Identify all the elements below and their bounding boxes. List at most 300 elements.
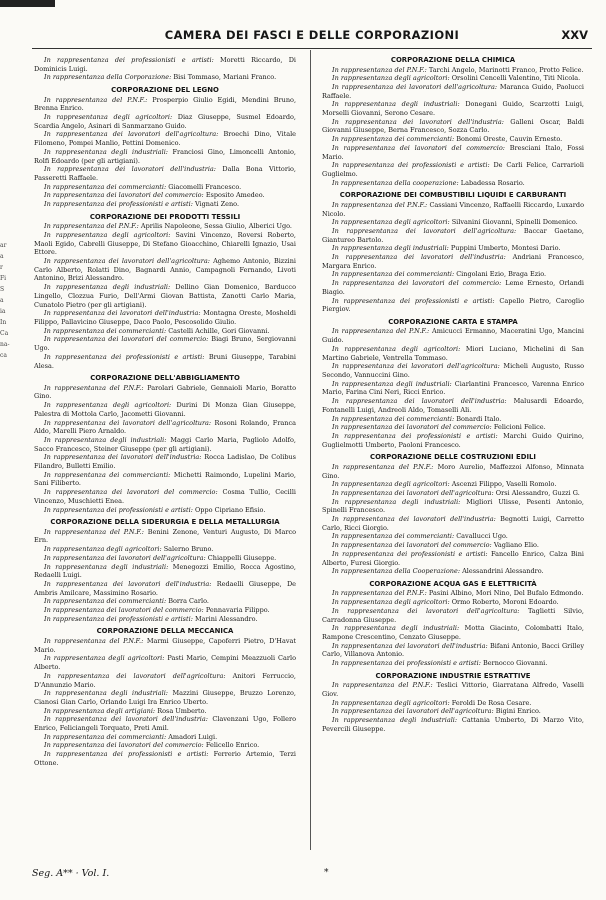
representation-entry <box>34 707 296 716</box>
entry-names: Moretti Riccardo, Di Dominicis Luigi. <box>34 56 296 73</box>
representation-entry <box>34 637 296 654</box>
right-column <box>322 52 584 862</box>
entry-names: Marini Alessandro. <box>192 614 258 623</box>
entry-label: In rappresentanza degli agricoltori: <box>332 698 450 707</box>
entry-names: Prosperpio Giulio Egidi, Mendini Bruno, Brenna Enrico. <box>34 95 296 113</box>
representation-entry <box>322 567 584 576</box>
representation-entry <box>34 56 296 73</box>
entry-label: In rappresentanza dei commercianti: <box>332 270 455 279</box>
entry-label: In rappresentanza degli agricoltori: <box>332 598 450 607</box>
entry-names: Mazzini Giuseppe, Bruzzo Lorenzo, Cianosi Gian Carlo, Orlando Luigi Ira Enrico Uberto. <box>34 689 296 706</box>
entry-names: Bigini Enrico. <box>493 707 541 716</box>
entry-label: In rappresentanza del P.N.F.: <box>44 636 144 645</box>
entry-label: In rappresentanza dei lavoratori dell'industria: <box>44 165 216 174</box>
entry-label: In rappresentanza dei commercianti: <box>44 182 167 191</box>
representation-entry <box>34 606 296 615</box>
entry-names: Esposito Amedeo. <box>203 191 265 200</box>
entry-names: De Carli Felice, Carrarioli Guglielmo. <box>322 161 584 178</box>
representation-entry <box>34 689 296 706</box>
representation-entry <box>322 624 584 641</box>
representation-entry <box>34 200 296 209</box>
entry-label: In rappresentanza degli industriali: <box>332 244 449 253</box>
representation-entry <box>34 335 296 352</box>
entry-label: In rappresentanza dei professionisti e artisti: <box>44 200 193 209</box>
edge-fragment: na- <box>0 341 10 348</box>
entry-label: In rappresentanza degli industriali: <box>332 716 458 725</box>
entry-label: In rappresentanza degli industriali: <box>332 624 460 633</box>
representation-entry <box>322 327 584 344</box>
entry-label: In rappresentanza degli artigiani: <box>44 706 156 715</box>
representation-entry <box>322 480 584 489</box>
representation-entry <box>322 598 584 607</box>
entry-names: Rosa Umberto. <box>155 706 207 715</box>
entry-names: Giacomelli Francesco. <box>166 182 242 191</box>
entry-names: Vagliano Elio. <box>491 541 539 550</box>
entry-names: Bruni Giuseppe, Tarabini Alesa. <box>34 352 296 370</box>
entry-names: Borra Carlo. <box>166 597 209 606</box>
entry-label: In rappresentanza della Corporazione: <box>44 73 172 82</box>
representation-entry <box>34 327 296 336</box>
entry-names: Fancello Enrico, Calza Bini Alberto, Furesi Giorgio. <box>322 549 584 567</box>
representation-entry <box>322 515 584 532</box>
entry-label: In rappresentanza dei lavoratori dell'agricoltura: <box>332 362 500 371</box>
edge-fragment: ia <box>0 308 6 315</box>
entry-names: Miori Luciano, Michelini di San Martino Gabriele, Ventrella Tommaso. <box>322 344 584 362</box>
edge-fragment: Ca <box>0 330 9 337</box>
representation-entry <box>34 130 296 147</box>
section-heading: CORPORAZIONE DELLA CHIMICA <box>390 56 516 64</box>
representation-entry <box>322 345 584 362</box>
entry-label: In rappresentanza del P.N.F.: <box>332 462 434 471</box>
representation-entry <box>34 183 296 192</box>
corporation-section <box>34 627 296 767</box>
representation-entry <box>322 135 584 144</box>
corporation-section <box>322 318 584 449</box>
footer-asterisk: * <box>324 868 329 878</box>
entry-names: Capello Pietro, Caroglio Piergiov. <box>322 296 584 314</box>
section-heading: CORPORAZIONE ACQUA GAS E ELETTRICITÀ <box>369 579 537 588</box>
representation-entry <box>322 244 584 253</box>
entry-label: In rappresentanza dei professionisti e artisti: <box>44 56 214 64</box>
representation-entry <box>322 118 584 135</box>
entry-label: In rappresentanza dei lavoratori dell'industria: <box>44 579 212 588</box>
entry-names: Chiappelli Giuseppe. <box>205 553 277 562</box>
corporation-section <box>34 518 296 623</box>
entry-label: In rappresentanza degli industriali: <box>44 562 169 571</box>
entry-names: Felicioni Felice. <box>491 423 546 432</box>
entry-label: In rappresentanza dei lavoratori dell'industria: <box>44 453 202 462</box>
entry-names: Pasini Albino, Mori Nino, Del Bufalo Edmondo. <box>426 589 584 598</box>
representation-entry <box>322 550 584 567</box>
entry-label: In rappresentanza dei lavoratori dell'industria: <box>332 117 504 126</box>
edge-fragment: a <box>0 297 4 304</box>
entry-names: Bisi Tommaso, Mariani Franco. <box>171 73 277 82</box>
entry-label: In rappresentanza dei professionisti e artisti: <box>44 750 209 759</box>
adjacent-page-edge <box>0 240 14 361</box>
representation-entry <box>34 750 296 767</box>
representation-entry <box>34 165 296 182</box>
representation-entry <box>322 227 584 244</box>
edge-fragment: S <box>0 286 5 293</box>
representation-entry <box>34 384 296 401</box>
entry-names: Orsi Alessandro, Guzzi G. <box>493 488 580 497</box>
representation-entry <box>322 659 584 668</box>
edge-fragment: r <box>0 264 3 271</box>
entry-names: Motta Giacinto, Colombatti Italo, Rampone Crescentino, Cenzato Giuseppe. <box>322 624 584 641</box>
representation-entry <box>322 541 584 550</box>
entry-names: Dellino Gian Domenico, Barducco Lingello, Clozzua Furio, Dell'Armi Giovan Battista, Zanotti Carlo Maria, Cunatolo Pietro (per gli artigiani). <box>34 283 296 309</box>
entry-label: In rappresentanza dei lavoratori del commercio: <box>44 606 204 615</box>
entry-names: Cattania Umberto, Di Marzo Vito, Pevercili Giuseppe. <box>322 716 584 733</box>
entry-label: In rappresentanza degli industriali: <box>44 147 168 156</box>
entry-label: In rappresentanza dei professionisti e artisti: <box>332 161 490 170</box>
entry-names: Leme Ernesto, Orlandi Biagio. <box>322 279 584 296</box>
entry-names: Aprilis Napoleone, Sessa Giulio, Alberici Ugo. <box>138 222 292 231</box>
representation-entry <box>34 545 296 554</box>
representation-entry <box>34 436 296 453</box>
entry-names: Taglietti Silvio, Carradonna Giuseppe. <box>322 606 584 624</box>
entry-names: Savini Vincenzo, Roversi Roberto, Maoli Egido, Cabrelli Giuseppe, Di Stefano Gioacchino, Chiarelli Ignazio, Usai Ettore. <box>34 230 296 257</box>
entry-label: In rappresentanza dei professionisti e artisti: <box>44 505 193 514</box>
corporation-section <box>322 191 584 314</box>
representation-entry <box>34 580 296 597</box>
representation-entry <box>322 66 584 75</box>
representation-entry <box>34 453 296 470</box>
representation-entry <box>322 270 584 279</box>
representation-entry <box>34 715 296 732</box>
entry-label: In rappresentanza degli agricoltori: <box>332 218 450 227</box>
entry-names: Maranca Guido, Paolucci Raffaele. <box>322 82 584 100</box>
representation-entry <box>34 563 296 580</box>
entry-label: In rappresentanza degli industriali: <box>44 283 171 292</box>
edge-fragment: Fi <box>0 275 7 282</box>
entry-names: Maggi Carlo Maria, Pagliolo Adolfo, Sacco Francesco, Steiner Giuseppe (per gli artigiani). <box>34 435 296 453</box>
entry-label: In rappresentanza dei commercianti: <box>44 597 167 606</box>
running-title: CAMERA DEI FASCI E DELLE CORPORAZIONI <box>164 28 460 42</box>
entry-label: In rappresentanza dei lavoratori del commercio: <box>332 143 505 152</box>
representation-entry <box>34 96 296 113</box>
entry-names: Cingolani Ezio, Braga Ezio. <box>454 270 547 279</box>
entry-label: In rappresentanza degli agricoltori: <box>332 480 450 489</box>
corporation-section <box>34 213 296 370</box>
entry-names: Ascenzi Filippo, Vaselli Romolo. <box>449 480 557 489</box>
entry-names: Vignati Zeno. <box>192 200 240 209</box>
representation-entry <box>322 423 584 432</box>
entry-label: In rappresentanza del P.N.F.: <box>44 95 148 104</box>
entry-label: In rappresentanza dei professionisti e artisti: <box>332 549 488 558</box>
representation-entry <box>322 279 584 296</box>
corporation-section <box>322 453 584 576</box>
entry-names: Silvanini Giovanni, Spinelli Domenico. <box>449 218 578 227</box>
entry-label: In rappresentanza dei lavoratori dell'industria: <box>332 641 488 650</box>
page-footer <box>32 868 592 882</box>
entry-names: Clavenzani Ugo, Follero Enrico, Feliciangeli Torquato, Preti Amil. <box>34 715 296 733</box>
entry-label: In rappresentanza degli agricoltori: <box>44 113 173 122</box>
entry-label: In rappresentanza dei lavoratori dell'agricoltura: <box>332 606 520 615</box>
entry-names: Anitori Ferruccio, D'Annunzio Mario. <box>34 671 296 689</box>
representation-entry <box>34 309 296 326</box>
edge-fragment: ar <box>0 242 7 249</box>
edge-fragment: a <box>0 253 4 260</box>
entry-names: Tarchi Angelo, Marinotti Franco, Protto Felice. <box>426 65 584 74</box>
entry-label: In rappresentanza della Cooperazione: <box>332 567 461 576</box>
entry-label: In rappresentanza degli agricoltori: <box>44 545 162 554</box>
representation-entry <box>34 506 296 515</box>
entry-label: In rappresentanza del P.N.F.: <box>332 681 433 690</box>
representation-entry <box>322 218 584 227</box>
representation-entry <box>34 471 296 488</box>
representation-entry <box>34 191 296 200</box>
entry-names: Puppini Umberto, Montesi Dario. <box>448 244 561 253</box>
entry-names: Migliori Ulisse, Pesenti Antonio, Spinelli Francesco. <box>322 497 584 515</box>
representation-entry <box>34 231 296 257</box>
entry-label: In rappresentanza della cooperazione: <box>332 178 459 187</box>
entry-names: Cassiani Vincenzo, Raffaelli Riccardo, Luxardo Nicolo. <box>322 200 584 218</box>
entry-names: Pasti Mario, Cempini Meazzuoli Carlo Alberto. <box>34 654 296 672</box>
representation-entry <box>34 257 296 283</box>
entry-label: In rappresentanza degli industriali: <box>332 379 452 388</box>
entry-label: In rappresentanza dei lavoratori del commercio: <box>44 488 218 497</box>
corporation-section <box>322 56 584 187</box>
section-heading: CORPORAZIONE DELLA MECCANICA <box>96 627 234 636</box>
entry-label: In rappresentanza dei commercianti: <box>44 732 167 741</box>
entry-names: Parolari Gabriele, Gennaioli Mario, Boratto Gino. <box>34 383 296 401</box>
entry-names: Bernocco Giovanni. <box>480 659 548 668</box>
entry-label: In rappresentanza dei commercianti: <box>332 135 455 144</box>
entry-label: In rappresentanza del P.N.F.: <box>44 222 139 231</box>
entry-label: In rappresentanza dei commercianti: <box>332 414 455 423</box>
entry-names: Michetti Raimondo, Lupelini Mario, Sani Filiberto. <box>34 470 296 488</box>
representation-entry <box>322 532 584 541</box>
entry-names: Diaz Giuseppe, Susmel Edoardo, Scardia Angelo, Asinari di Sanmarzano Guido. <box>34 113 296 130</box>
entry-label: In rappresentanza dei lavoratori dell'agricoltura: <box>332 707 494 716</box>
entry-names: Moro Aurelio, Maffezzoi Alfonso, Minnata Gino. <box>322 462 584 480</box>
representation-entry <box>322 498 584 515</box>
representation-entry <box>34 419 296 436</box>
corporation-section <box>34 374 296 514</box>
representation-entry <box>34 554 296 563</box>
representation-entry <box>34 528 296 545</box>
entry-names: Donegani Guido, Scarzotti Luigi, Morselli Giovanni, Serono Cesare. <box>322 100 584 118</box>
entry-names: Bifani Antonio, Bacci Grilley Carlo, Villanova Antonio. <box>322 641 584 659</box>
entry-names: Bonomi Oreste, Cauvin Ernesto. <box>454 135 563 144</box>
entry-names: Oppo Cipriano Efisio. <box>192 505 266 514</box>
entry-names: Cavallucci Ugo. <box>454 532 508 541</box>
entry-names: Orsolini Cencelli Valentino, Titi Nicola. <box>449 74 581 83</box>
representation-entry <box>322 179 584 188</box>
corporation-section <box>322 580 584 668</box>
representation-entry <box>34 401 296 418</box>
representation-entry <box>34 733 296 742</box>
entry-label: In rappresentanza dei lavoratori dell'agricoltura: <box>44 553 206 562</box>
entry-names: Galleni Oscar, Baldi Giovanni Giuseppe, Berna Francesco, Sozza Carlo. <box>322 117 584 135</box>
entry-label: In rappresentanza dei lavoratori del commercio: <box>44 191 204 200</box>
entry-names: Feroldi De Rosa Cesare. <box>449 698 532 707</box>
entry-names: Bonardi Italo. <box>454 414 502 423</box>
entry-label: In rappresentanza dei lavoratori dell'agricoltura: <box>44 671 226 680</box>
entry-names: Marchi Guido Quirino, Guglielmotti Umberto, Paoloni Francesco. <box>322 431 584 449</box>
representation-entry <box>34 654 296 671</box>
entry-names: Micheli Augusto, Russo Secondo, Vannuccini Gino. <box>322 362 584 379</box>
entry-label: In rappresentanza degli industriali: <box>332 497 461 506</box>
entry-names: Baccar Gaetano, Giantureo Bartolo. <box>322 226 584 244</box>
entry-label: In rappresentanza dei lavoratori del commercio: <box>332 541 492 550</box>
representation-entry <box>322 707 584 716</box>
entry-label: In rappresentanza dei lavoratori del commercio: <box>332 423 492 432</box>
representation-entry <box>322 144 584 161</box>
entry-names: Teslici Vittorio, Giarratana Alfredo, Vaselli Giov. <box>322 681 584 698</box>
entry-label: In rappresentanza dei lavoratori dell'industria: <box>332 515 496 524</box>
entry-names: Malusardi Edoardo, Fontanelli Luigi, Andreoli Aldo, Tomaselli Ali. <box>322 397 584 414</box>
corporation-section <box>34 86 296 209</box>
corporation-section <box>34 56 296 82</box>
entry-label: In rappresentanza del P.N.F.: <box>44 383 144 392</box>
entry-label: In rappresentanza degli agricoltori: <box>332 74 450 83</box>
entry-label: In rappresentanza dei lavoratori dell'industria: <box>332 253 506 262</box>
section-heading: CORPORAZIONE DEI COMBUSTIBILI LIQUIDI E CARBURANTI <box>339 191 567 200</box>
section-heading: CORPORAZIONE INDUSTRIE ESTRATTIVE <box>375 671 531 680</box>
entry-names: Cosma Tullio, Cecilli Vincenzo, Muschietti Enea. <box>34 488 296 505</box>
entry-names: Alessandrini Alessandro. <box>460 567 544 576</box>
page-number: XXV <box>561 28 588 42</box>
entry-label: In rappresentanza del P.N.F.: <box>44 527 144 536</box>
entry-label: In rappresentanza degli industriali: <box>44 689 168 698</box>
representation-entry <box>322 642 584 659</box>
entry-names: Salerno Bruno. <box>161 545 214 554</box>
representation-entry <box>322 607 584 624</box>
corporation-section <box>322 672 584 734</box>
entry-label: In rappresentanza dei lavoratori dell'agricoltura: <box>44 130 219 139</box>
representation-entry <box>322 161 584 178</box>
representation-entry <box>322 681 584 698</box>
entry-label: In rappresentanza del P.N.F.: <box>332 200 428 209</box>
entry-names: Benini Zenone, Venturi Augusto, Di Marco Ern. <box>34 527 296 545</box>
entry-names: Montagna Oreste, Mosheldi Filippo, Pallavicino Giuseppe, Daco Paolo, Pescosolido Giulio. <box>34 309 296 326</box>
entry-names: Ferrerio Artemio, Terzi Ottone. <box>34 750 296 767</box>
representation-entry <box>322 699 584 708</box>
section-heading: CORPORAZIONE DELLE COSTRUZIONI EDILI <box>370 453 536 462</box>
representation-entry <box>34 73 296 82</box>
entry-label: In rappresentanza del P.N.F.: <box>332 65 427 74</box>
section-heading: CORPORAZIONE CARTA E STAMPA <box>388 317 518 326</box>
entry-label: In rappresentanza dei professionisti e artisti: <box>44 352 205 361</box>
representation-entry <box>34 353 296 370</box>
entry-label: In rappresentanza degli agricoltori: <box>332 344 461 353</box>
entry-label: In rappresentanza dei lavoratori dell'agricoltura: <box>332 226 517 235</box>
entry-names: Broechi Dino, Vitale Filomeno, Pompei Manlio, Pettini Domenico. <box>34 130 296 148</box>
entry-label: In rappresentanza dei commercianti: <box>44 470 171 479</box>
entry-label: In rappresentanza dei commercianti: <box>332 532 455 541</box>
entry-label: In rappresentanza dei lavoratori dell'agricoltura: <box>332 82 498 91</box>
representation-entry <box>34 597 296 606</box>
entry-names: Ormo Roberto, Moroni Edoardo. <box>449 598 559 607</box>
representation-entry <box>322 201 584 218</box>
representation-entry <box>322 253 584 270</box>
entry-names: Felicello Enrico. <box>203 741 260 750</box>
representation-entry <box>34 113 296 130</box>
entry-names: Redaelli Giuseppe, De Ambris Amilcare, Massimino Rosario. <box>34 579 296 597</box>
representation-entry <box>322 415 584 424</box>
entry-names: Castelli Achille, Gori Giovanni. <box>166 326 270 335</box>
representation-entry <box>34 283 296 309</box>
section-heading: CORPORAZIONE DELL'ABBIGLIAMENTO <box>90 374 240 383</box>
representation-entry <box>34 741 296 750</box>
representation-entry <box>34 222 296 231</box>
representation-entry <box>34 615 296 624</box>
entry-label: In rappresentanza dei lavoratori del commercio: <box>332 279 502 288</box>
entry-label: In rappresentanza degli agricoltori: <box>44 230 171 239</box>
entry-names: Durini Di Monza Gian Giuseppe, Palestra di Mottola Carlo, Jacometti Giovanni. <box>34 401 296 418</box>
entry-label: In rappresentanza del P.N.F.: <box>332 589 427 598</box>
entry-names: Ciarlantini Francesco, Varenna Enrico Mario, Farina Cini Neri, Ricci Enrico. <box>322 379 584 397</box>
entry-label: In rappresentanza dei lavoratori dell'industria: <box>44 309 201 318</box>
entry-label: In rappresentanza degli agricoltori: <box>44 401 172 410</box>
representation-entry <box>322 83 584 100</box>
entry-names: Amicucci Ermanno, Maceratini Ugo, Mancini Guido. <box>322 327 584 345</box>
representation-entry <box>322 589 584 598</box>
entry-label: In rappresentanza dei lavoratori del commercio: <box>44 741 204 750</box>
entry-names: Rocca Ladislao, De Colibus Filandro, Bulletti Emilio. <box>34 453 296 471</box>
signature-mark: Seg. A** · Vol. I. <box>32 868 110 879</box>
entry-label: In rappresentanza dei lavoratori del commercio: <box>44 335 209 344</box>
representation-entry <box>322 362 584 379</box>
representation-entry <box>322 297 584 314</box>
section-heading: CORPORAZIONE DEI PRODOTTI TESSILI <box>89 212 241 221</box>
entry-label: In rappresentanza dei lavoratori dell'agricoltura: <box>44 257 210 266</box>
entry-names: Labadessa Rosario. <box>458 178 525 187</box>
entry-names: Andriani Francesco, Margara Enrico. <box>322 253 584 270</box>
entry-label: In rappresentanza dei lavoratori dell'industria: <box>332 397 507 406</box>
entry-names: Menegozzi Emilio, Rocca Agostino, Redaelli Luigi. <box>34 562 296 580</box>
representation-entry <box>322 489 584 498</box>
entry-label: In rappresentanza dei lavoratori dell'agricoltura: <box>332 488 494 497</box>
representation-entry <box>322 463 584 480</box>
representation-entry <box>322 100 584 117</box>
entry-label: In rappresentanza dei commercianti: <box>44 326 167 335</box>
entry-names: Dalla Bona Vittorio, Passeretti Raffaele. <box>34 165 296 182</box>
entry-names: Marmi Giuseppe, Capoferri Pietro, D'Havat Mario. <box>34 636 296 654</box>
entry-label: In rappresentanza degli industriali: <box>44 435 167 444</box>
representation-entry <box>322 716 584 733</box>
edge-fragment: In <box>0 319 7 326</box>
entry-label: In rappresentanza dei lavoratori dell'agricoltura: <box>44 418 212 427</box>
entry-label: In rappresentanza del P.N.F.: <box>332 327 430 336</box>
header-rule <box>32 48 592 49</box>
print-smudge <box>0 0 55 7</box>
entry-names: Pennavaria Filippo. <box>203 606 270 615</box>
column-divider <box>310 50 311 850</box>
entry-label: In rappresentanza dei professionisti e artisti: <box>332 431 498 440</box>
entry-names: Begnotti Luigi, Carretto Carlo, Ricci Giorgio. <box>322 515 584 532</box>
representation-entry <box>34 488 296 505</box>
entry-names: Franciosi Gino, Limoncelli Antonio, Rolfi Edoardo (per gli artigiani). <box>34 147 296 165</box>
entry-label: In rappresentanza degli agricoltori: <box>44 654 165 663</box>
section-heading: CORPORAZIONE DELLA SIDERURGIA E DELLA METALLURGIA <box>50 518 280 527</box>
entry-label: In rappresentanza dei professionisti e artisti: <box>332 659 481 668</box>
entry-names: Aghemo Antonio, Bizzini Carlo Alberto, Rolatti Dino, Bagnardi Annio, Campagnoli Fernando, Livoti Antonino, Brizi Alessandro. <box>34 257 296 283</box>
representation-entry <box>322 380 584 397</box>
entry-label: In rappresentanza dei lavoratori dell'industria: <box>44 715 208 724</box>
entry-label: In rappresentanza degli industriali: <box>332 100 460 109</box>
entry-names: Amadori Luigi. <box>166 732 218 741</box>
entry-label: In rappresentanza dei professionisti e artisti: <box>44 614 193 623</box>
section-heading: CORPORAZIONE DEL LEGNO <box>111 86 219 95</box>
entry-names: Biagi Bruno, Sergiovanni Ugo. <box>34 335 296 353</box>
entry-names: Bresciani Italo, Fossi Mario. <box>322 143 584 161</box>
entry-label: In rappresentanza dei professionisti e artisti: <box>332 296 495 305</box>
representation-entry <box>322 74 584 83</box>
representation-entry <box>322 432 584 449</box>
